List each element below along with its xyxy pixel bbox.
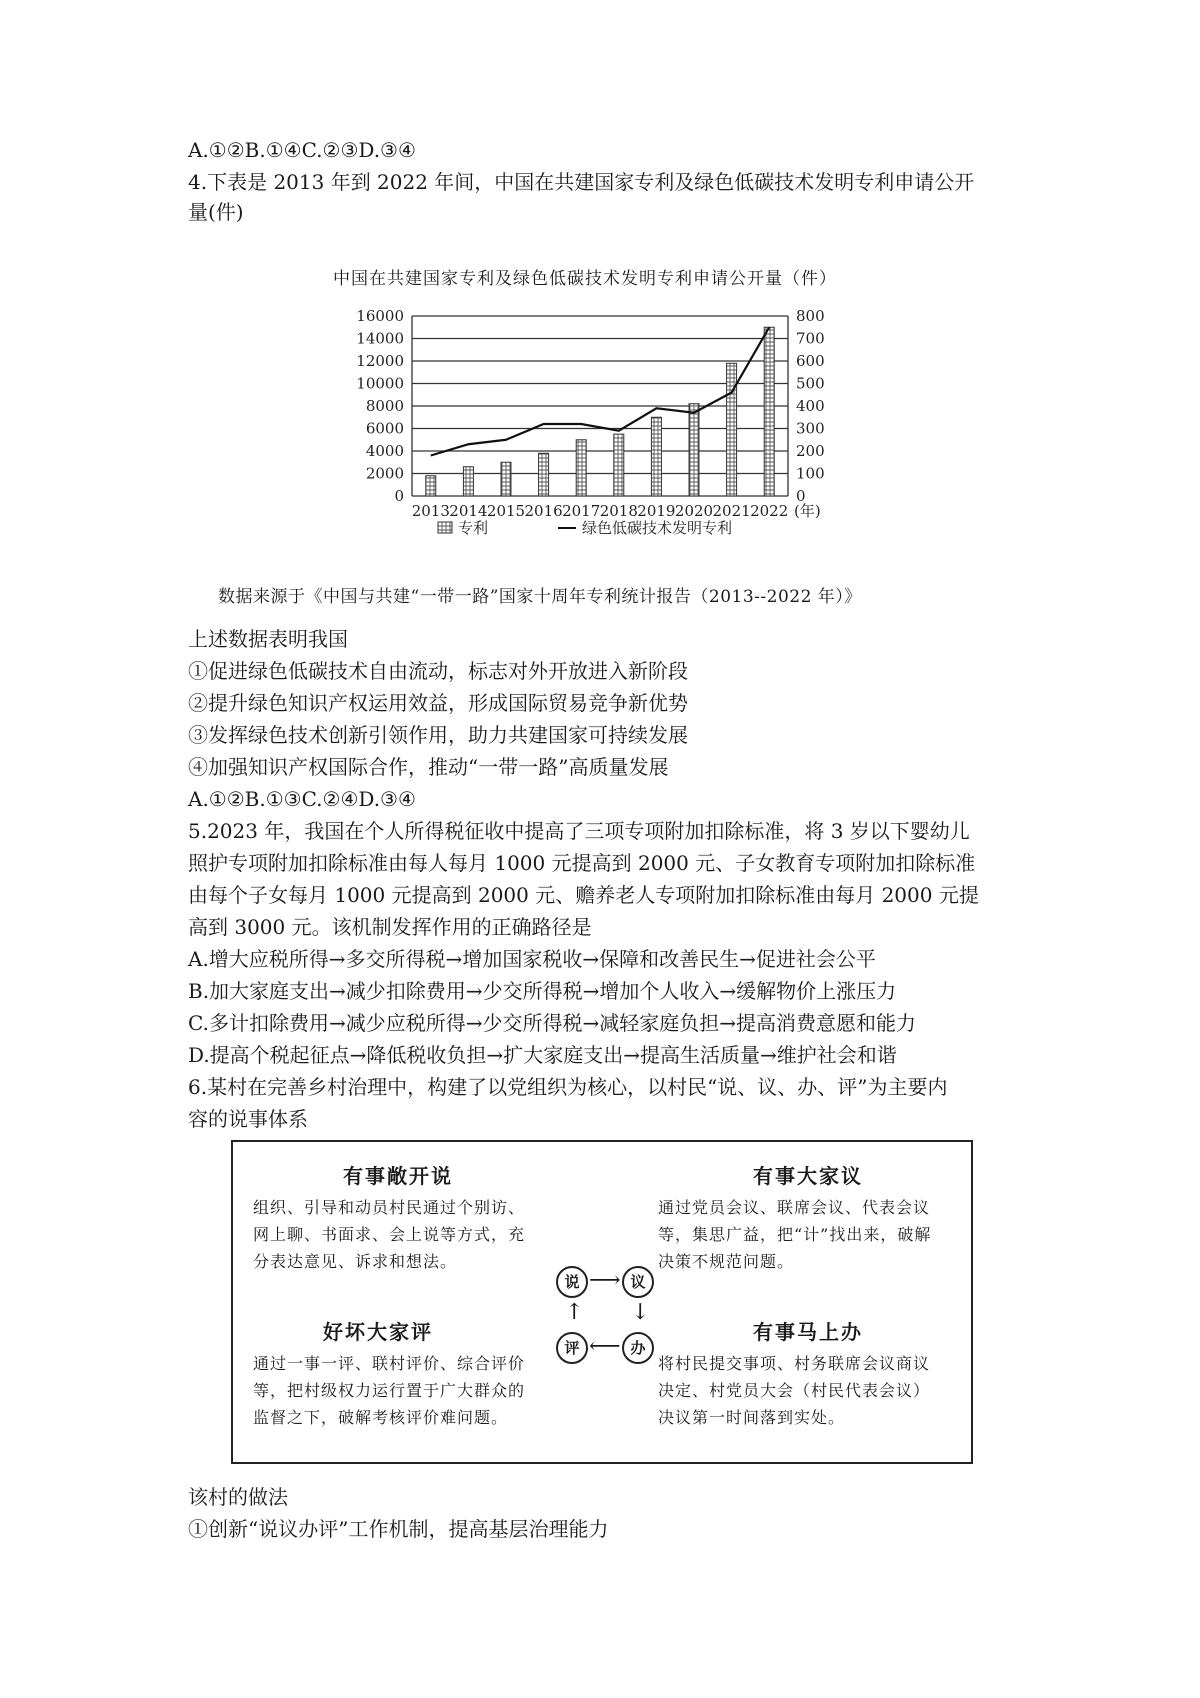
say-box-title: 有事敞开说 [343, 1164, 453, 1188]
right-y-tick-label: 100 [796, 464, 825, 483]
patent-bar [651, 417, 661, 496]
left-y-tick-label: 16000 [356, 307, 404, 325]
q4-option-2: ②提升绿色知识产权运用效益，形成国际贸易竞争新优势 [188, 691, 688, 715]
left-y-tick-label: 4000 [365, 442, 404, 460]
left-y-tick-label: 8000 [365, 397, 404, 415]
q4-intro: 上述数据表明我国 [188, 627, 348, 651]
q5-stem-line-3: 由每个子女每月 1000 元提高到 2000 元、赡养老人专项附加扣除标准由每月 2000 元提 [188, 883, 979, 907]
q5-stem-line-4: 高到 3000 元。该机制发挥作用的正确路径是 [188, 915, 592, 939]
cycle-discuss: 议 [622, 1266, 654, 1298]
x-tick-label: 2021 [712, 502, 751, 520]
q5-option-b: B.加大家庭支出→减少扣除费用→少交所得税→增加个人收入→缓解物价上涨压力 [188, 979, 897, 1003]
handle-box-text: 将村民提交事项、村务联席会议商议决定、村党员大会（村民代表会议）决议第一时间落到实处。 [658, 1354, 931, 1427]
x-axis-unit: (年) [794, 502, 821, 520]
up-arrow-icon: ↑ [565, 1300, 584, 1325]
patent-bar [501, 462, 511, 496]
q4-option-1: ①促进绿色低碳技术自由流动，标志对外开放进入新阶段 [188, 659, 688, 683]
patent-bar [764, 327, 774, 496]
cycle-evaluate: 评 [556, 1332, 588, 1364]
down-arrow-icon: ↓ [631, 1300, 650, 1325]
data-source-note: 数据来源于《中国与共建“一带一路”国家十周年专利统计报告（2013--2022 年）》 [218, 587, 862, 607]
q5-option-c: C.多计扣除费用→减少应税所得→少交所得税→减轻家庭负担→提高消费意愿和能力 [188, 1011, 916, 1035]
village-governance-diagram [231, 1140, 973, 1464]
patent-bar [614, 434, 624, 496]
x-tick-label: 2013 [411, 502, 450, 520]
q4-stem-line-2: 量(件) [188, 200, 244, 224]
x-tick-label: 2015 [486, 502, 526, 520]
discuss-box-title: 有事大家议 [753, 1164, 863, 1188]
left-y-tick-label: 10000 [356, 374, 404, 393]
right-y-tick-label: 600 [796, 352, 825, 370]
patent-bar [727, 363, 737, 496]
legend-line-label: 绿色低碳技术发明专利 [582, 519, 733, 537]
left-y-tick-label: 14000 [356, 329, 404, 348]
q6-intro: 该村的做法 [188, 1485, 288, 1509]
q4-option-4: ④加强知识产权国际合作，推动“一带一路”高质量发展 [188, 755, 669, 779]
left-arrow-icon: ⟵ [589, 1334, 621, 1359]
q5-stem-line-1: 5.2023 年，我国在个人所得税征收中提高了三项专项附加扣除标准，将 3 岁以下婴幼儿 [188, 819, 970, 843]
x-tick-label: 2014 [449, 502, 488, 520]
x-tick-label: 2018 [599, 502, 638, 520]
q4-option-3: ③发挥绿色技术创新引领作用，助力共建国家可持续发展 [188, 723, 688, 747]
right-y-tick-label: 500 [796, 374, 825, 393]
q4-answer-options: A.①②B.①③C.②④D.③④ [188, 787, 416, 811]
left-y-tick-label: 12000 [356, 352, 404, 370]
right-y-tick-label: 400 [796, 397, 825, 415]
chart-title: 中国在共建国家专利及绿色低碳技术发明专利申请公开量（件） [333, 269, 837, 289]
q6-stem-line-2: 容的说事体系 [188, 1107, 308, 1131]
patent-bar [576, 440, 586, 496]
left-y-tick-label: 0 [394, 487, 404, 505]
q6-stem-line-1: 6.某村在完善乡村治理中，构建了以党组织为核心，以村民“说、议、办、评”为主要内 [188, 1075, 948, 1099]
legend-bar-label: 专利 [458, 519, 489, 537]
q5-stem-line-2: 照护专项附加扣除标准由每人每月 1000 元提高到 2000 元、子女教育专项附加扣除标准 [188, 851, 976, 875]
x-tick-label: 2022 [750, 502, 789, 520]
patent-bar [426, 476, 436, 496]
cycle-handle: 办 [622, 1332, 654, 1364]
patent-bar [463, 467, 473, 496]
patent-bar [539, 453, 549, 496]
x-tick-label: 2019 [637, 502, 676, 520]
x-tick-label: 2016 [524, 502, 563, 520]
q3-answer-options: A.①②B.①④C.②③D.③④ [188, 138, 416, 162]
evaluate-box-text: 通过一事一评、联村评价、综合评价等，把村级权力运行置于广大群众的监督之下，破解考核评价难问题。 [253, 1354, 526, 1427]
right-arrow-icon: ⟶ [589, 1268, 621, 1293]
right-y-tick-label: 700 [796, 329, 825, 348]
cycle-say: 说 [556, 1266, 588, 1298]
q6-option-1: ①创新“说议办评”工作机制，提高基层治理能力 [188, 1517, 609, 1541]
patent-bar [689, 404, 699, 496]
left-y-tick-label: 6000 [365, 419, 404, 438]
green-patent-line [431, 327, 769, 455]
right-y-tick-label: 0 [796, 487, 806, 505]
right-y-tick-label: 800 [796, 307, 825, 325]
q4-stem-line-1: 4.下表是 2013 年到 2022 年间，中国在共建国家专利及绿色低碳技术发明专利申请公开 [188, 170, 975, 194]
right-y-tick-label: 200 [796, 442, 825, 460]
say-box-text: 组织、引导和动员村民通过个别访、网上聊、书面求、会上说等方式，充分表达意见、诉求和想法。 [253, 1198, 526, 1271]
x-tick-label: 2020 [674, 502, 714, 520]
legend-bar-swatch [438, 522, 452, 533]
q5-option-a: A.增大应税所得→多交所得税→增加国家税收→保障和改善民生→促进社会公平 [188, 947, 876, 971]
discuss-box-text: 通过党员会议、联席会议、代表会议等，集思广益，把“计”找出来，破解决策不规范问题。 [658, 1198, 932, 1271]
left-y-tick-label: 2000 [365, 464, 404, 483]
handle-box-title: 有事马上办 [753, 1320, 863, 1344]
x-tick-label: 2017 [562, 502, 601, 520]
evaluate-box-title: 好坏大家评 [323, 1320, 433, 1344]
q5-option-d: D.提高个税起征点→降低税收负担→扩大家庭支出→提高生活质量→维护社会和谐 [188, 1043, 897, 1067]
right-y-tick-label: 300 [796, 419, 825, 438]
